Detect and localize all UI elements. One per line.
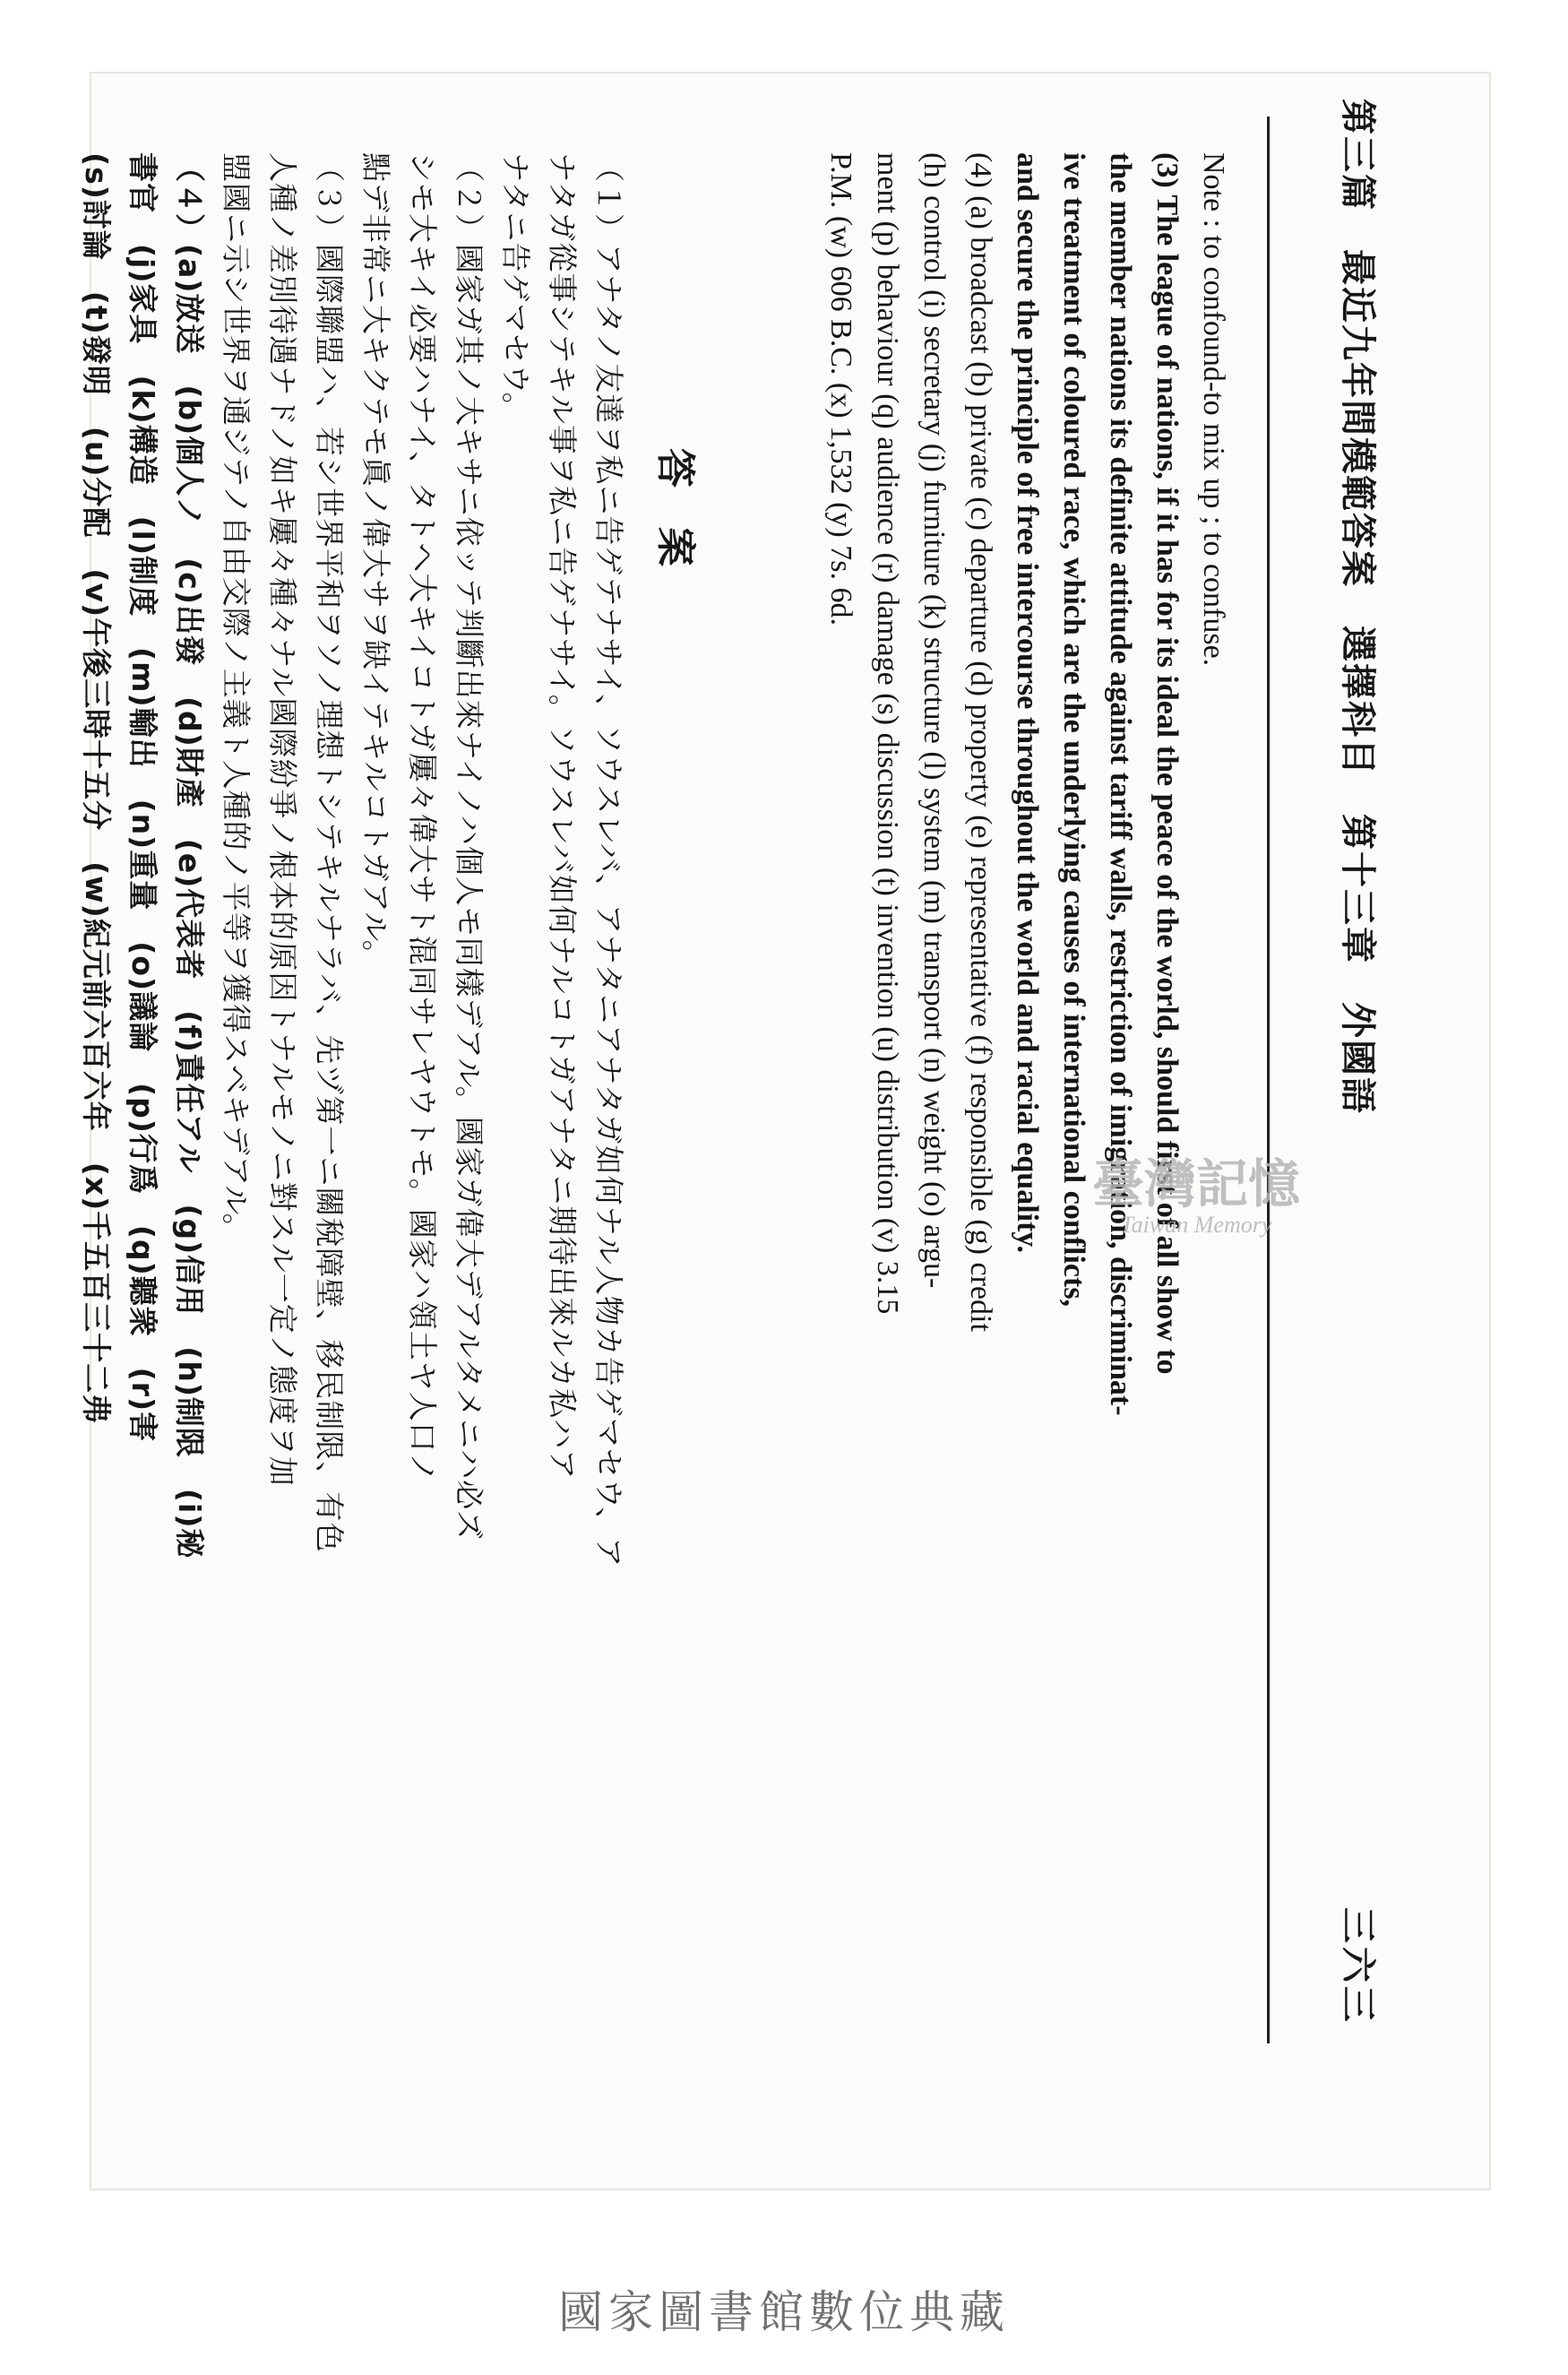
- taiwan-memory-watermark: [1080, 1153, 1313, 1389]
- vocab-line: (h) control (i) secretary (j) furniture (k) structure (l) system (m) transport (n) weight (o) argu-: [918, 152, 951, 1289]
- answer-line: 點デ非常ニ大キクテモ眞ノ偉大サヲ缺イテキルコトガアル。: [358, 152, 393, 971]
- answer-line: ナタニ告ゲマセウ。: [498, 152, 533, 423]
- answer-line: （１）アナタノ友達ヲ私ニ告ゲテナサイ、ソウスレバ、アナタニアナタガ如何ナル人物カ告ゲマセウ、ア: [591, 152, 626, 1568]
- answer-line: （４）(a)放送 (b)個人ノ (c)出發 (d)財產 (e)代表者 (f)責任アル (g)信用 (h)制限 (i)秘: [172, 152, 207, 1559]
- answer-line: 人種ノ差別待遇ナドノ如キ屢々種々ナル國際紛爭ノ根本的原因トナルモノニ對スル一定ノ態度ヲ加: [265, 152, 300, 1487]
- note-line: Note : to confound-to mix up ; to confuse.: [1197, 152, 1230, 667]
- question-line: (3) The league of nations, if it has for its ideal the peace of the world, should first of all show to: [1150, 152, 1184, 1375]
- page-number: 三六三: [1337, 1907, 1378, 2025]
- rotated-page-content: [79, 90, 1411, 2043]
- answer-line: シモ大キイ必要ハナイ、タトヘ大キイコトガ屢々偉大サト混同サレヤウトモ。國家ハ領土ヤ人口ノ: [405, 152, 440, 1483]
- vocab-line: (4) (a) broadcast (b) private (c) departure (d) property (e) representative (f) responsible (g) credit: [964, 152, 997, 1332]
- header-title: 第三篇 最近九年間模範答案 選擇科目 第十三章 外國語: [1337, 99, 1378, 1115]
- running-header: [1331, 90, 1411, 2043]
- question-line: the member nations its definite attitude against tariff walls, restriction of imigration, discriminat-: [1104, 152, 1137, 1416]
- answer-line: 盟國ニ示シ世界ヲ通ジテノ自由交際ノ主義ト人種的ノ平等ヲ獲得スベキデアル。: [219, 152, 254, 1244]
- library-footer: 國家圖書館數位典藏: [558, 2286, 1010, 2338]
- vocab-line: ment (p) behaviour (q) audience (r) damage (s) discussion (t) invention (u) distribution (v) 3.15: [871, 152, 904, 1315]
- answer-line: ナタガ從事シテキル事ヲ私ニ告ゲナサイ。ソウスレバ如何ナルコトガアナタニ期待出來ルカ私ハア: [545, 152, 580, 1481]
- answer-line: (s)討論 (t)發明 (u)分配 (v)午後三時十五分 (w)紀元前六百六年 (x)千五百三十二弗: [79, 152, 114, 1425]
- answer-line: （３）國際聯盟ハ、若シ世界平和ヲソノ理想トシテキルナラバ、先ヅ第一ニ關稅障壁、移民制限、有色: [312, 152, 347, 1553]
- question-line: ive treatment of coloured race, which are the underlying causes of international conflicts,: [1057, 152, 1090, 1308]
- question-line: and secure the principle of free intercourse throughout the world and racial equality.: [1011, 152, 1044, 1254]
- watermark-title: 臺灣記憶: [1091, 1153, 1300, 1214]
- answer-line: 書官 (j)家具 (k)構造 (l)制度 (m)輸出 (n)重量 (o)議論 (p)行爲 (q)聽衆 (r)害: [125, 152, 160, 1443]
- answer-line: （２）國家ガ其ノ大キサニ依ッテ判斷出來ナイノハ個人モ同樣デアル。國家ガ偉大デアルタメニハ必ズ: [452, 152, 487, 1542]
- header-rule: [1267, 117, 1270, 2043]
- vocab-line: P.M. (w) 606 B.C. (x) 1,532 (y) 7s. 6d.: [824, 152, 857, 626]
- answer-heading: 答 案: [652, 448, 698, 566]
- watermark-subtitle: Taiwan Memory: [1120, 1212, 1272, 1238]
